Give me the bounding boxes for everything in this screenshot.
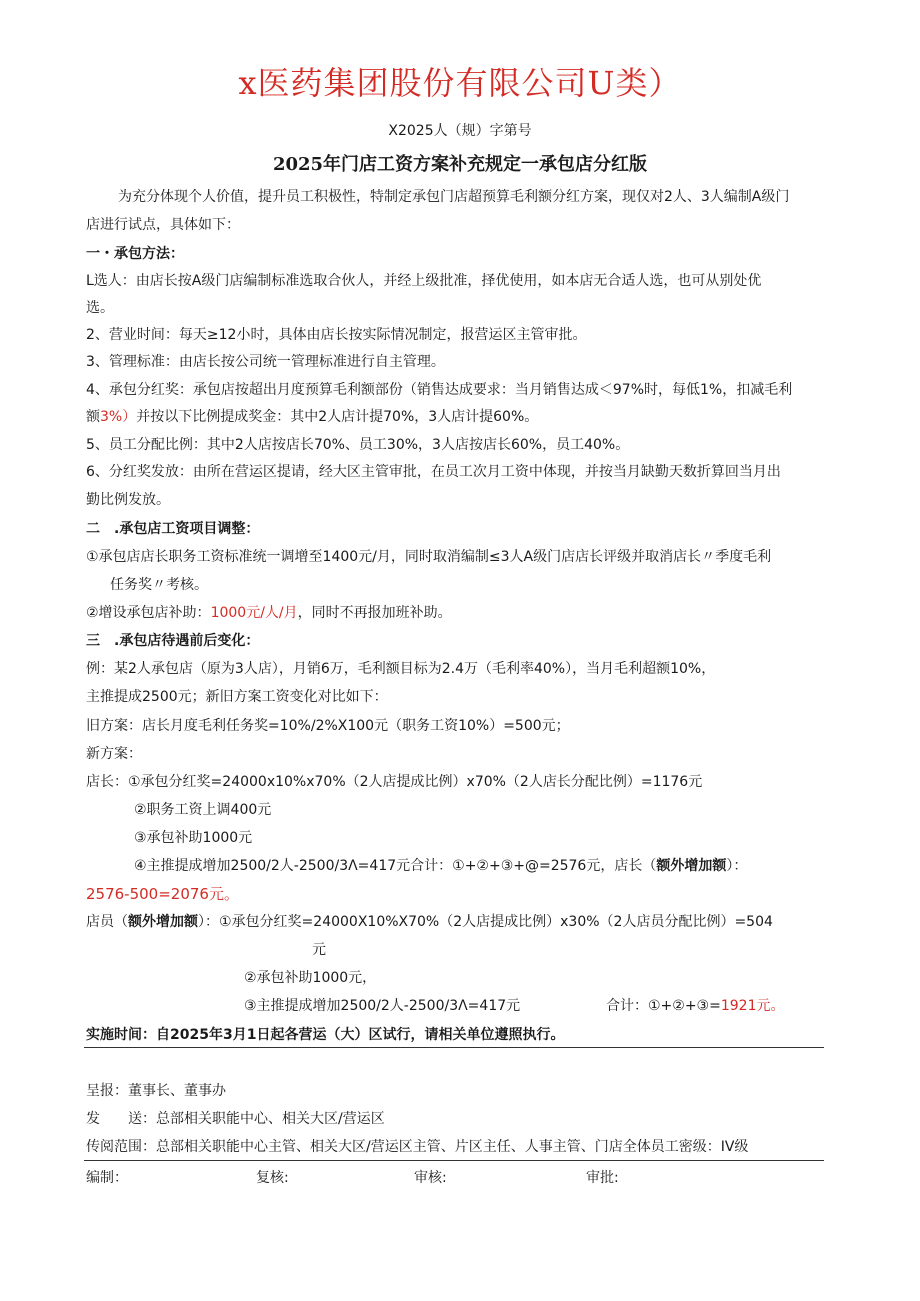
- s2-item-1-line-1: ①承包店店长职务工资标准统一调增至1400元/月，同时取消编制≤3人A级门店店长评级并取消店长〃季度毛利: [86, 549, 772, 565]
- document-number: X2025人（规）字第号: [388, 123, 532, 139]
- manager-item-4-text: ④主推提成增加2500/2人-2500/3Λ=417元合计：①+②+③+@=2576元，店长（: [134, 858, 657, 874]
- approved-by-label: 审批:: [586, 1170, 619, 1186]
- s1-item-6-line-2: 勤比例发放。: [86, 492, 170, 508]
- document-title: 2025年门店工资方案补充规定一承包店分红版: [272, 154, 648, 175]
- prepared-by-label: 编制：: [86, 1170, 128, 1186]
- section-2-heading: 二 .承包店工资项目调整：: [86, 521, 260, 537]
- report-to: 呈报：董事长、董事办: [86, 1083, 226, 1099]
- example-line-1: 例：某2人承包店（原为3人店），月销6万，毛利额目标为2.4万（毛利率40%），当月毛利超额10%，: [86, 661, 716, 677]
- s1-item-2: 2、营业时间：每天≥12小时，具体由店长按实际情况制定，报营运区主管审批。: [86, 327, 587, 343]
- intro-line-1: 为充分体现个人价值，提升员工积极性，特制定承包门店超预算毛利额分红方案，现仅对2人、3人编制A级门: [118, 189, 790, 205]
- manager-total: 2576-500=2076元。: [86, 885, 239, 903]
- s1-item-4-suffix: 并按以下比例提成奖金：其中2人店计提70%，3人店计提60%。: [136, 409, 539, 425]
- employee-item-1-text: ）：①承包分红奖=24000X10%X70%（2人店提成比例）x30%（2人店员分配比例）=504: [198, 914, 773, 930]
- new-plan-label: 新方案：: [86, 746, 142, 762]
- s2-item-2-prefix: ②增设承包店补助：: [86, 605, 211, 621]
- employee-total-label: 合计：①+②+③=: [606, 998, 721, 1014]
- employee-total: [606, 996, 784, 1016]
- s1-item-1-line-1: L选人：由店长按A级门店编制标准选取合伙人，并经上级批准，择优使用，如本店无合适人选，也可从别处优: [86, 273, 762, 289]
- s1-item-6-line-1: 6、分红奖发放：由所在营运区提请，经大区主管审批，在员工次月工资中体现，并按当月缺勤天数折算回当月出: [86, 464, 781, 480]
- deduction-rate: 3%）: [100, 409, 137, 425]
- s1-item-4-prefix: 额: [86, 409, 100, 425]
- reviewed-by-label: 复核:: [256, 1170, 289, 1186]
- employee-item-2: ②承包补助1000元，: [244, 970, 377, 986]
- employee-item-1: [86, 912, 773, 932]
- example-line-2: 主推提成2500元；新旧方案工资变化对比如下：: [86, 689, 388, 705]
- employee-total-amount: 1921元。: [720, 998, 785, 1014]
- audited-by-label: 审核:: [414, 1170, 447, 1186]
- s1-item-3: 3、管理标准：由店长按公司统一管理标准进行自主管理。: [86, 354, 445, 370]
- circulation-scope: 传阅范围：总部相关职能中心主管、相关大区/营运区主管、片区主任、人事主管、门店全体员工密级：IV级: [86, 1139, 749, 1155]
- s1-item-1-line-2: 选。: [86, 300, 114, 316]
- s1-item-5: 5、员工分配比例：其中2人店按店长70%、员工30%，3人店按店长60%，员工40%。: [86, 437, 630, 453]
- old-plan: 旧方案：店长月度毛利任务奖=10%/2%X100元（职务工资10%）=500元；: [86, 718, 570, 734]
- s2-item-2: [86, 603, 452, 623]
- manager-item-4: [134, 856, 747, 876]
- subsidy-amount: 1000元/人/月: [210, 605, 298, 621]
- send-to: 发 送：总部相关职能中心、相关大区/营运区: [86, 1111, 385, 1127]
- manager-item-1: 店长：①承包分红奖=24000x10%x70%（2人店提成比例）x70%（2人店长分配比例）=1176元: [86, 774, 703, 790]
- employee-item-1-unit: 元: [312, 942, 326, 958]
- section-3-heading: 三 .承包店待遇前后变化：: [86, 633, 260, 649]
- employee-item-3: ③主推提成增加2500/2人-2500/3Λ=417元: [244, 998, 521, 1014]
- manager-item-4-suffix: ）：: [726, 858, 748, 874]
- employee-prefix: 店员（: [86, 914, 128, 930]
- manager-item-3: ③承包补助1000元: [134, 830, 253, 846]
- s1-item-4-line-1: 4、承包分红奖：承包店按超出月度预算毛利额部份（销售达成要求：当月销售达成＜97%时，每低1%，扣减毛利: [86, 382, 793, 398]
- extra-increase-label: 额外增加额: [656, 858, 727, 874]
- employee-extra-label: 额外增加额: [128, 914, 198, 930]
- divider-bottom: [84, 1160, 824, 1161]
- s1-item-4-line-2: [86, 407, 538, 427]
- intro-line-2: 店进行试点，具体如下：: [86, 217, 240, 233]
- divider-top: [84, 1047, 824, 1048]
- s2-item-1-line-2: 任务奖〃考核。: [110, 577, 208, 593]
- section-1-heading: 一・承包方法：: [86, 246, 184, 262]
- manager-item-2: ②职务工资上调400元: [134, 802, 272, 818]
- company-header: x医药集团股份有限公司U类）: [238, 64, 682, 102]
- implementation-date: 实施时间：自2025年3月1日起各营运（大）区试行，请相关单位遵照执行。: [86, 1027, 565, 1043]
- s2-item-2-suffix: ，同时不再报加班补助。: [297, 605, 452, 621]
